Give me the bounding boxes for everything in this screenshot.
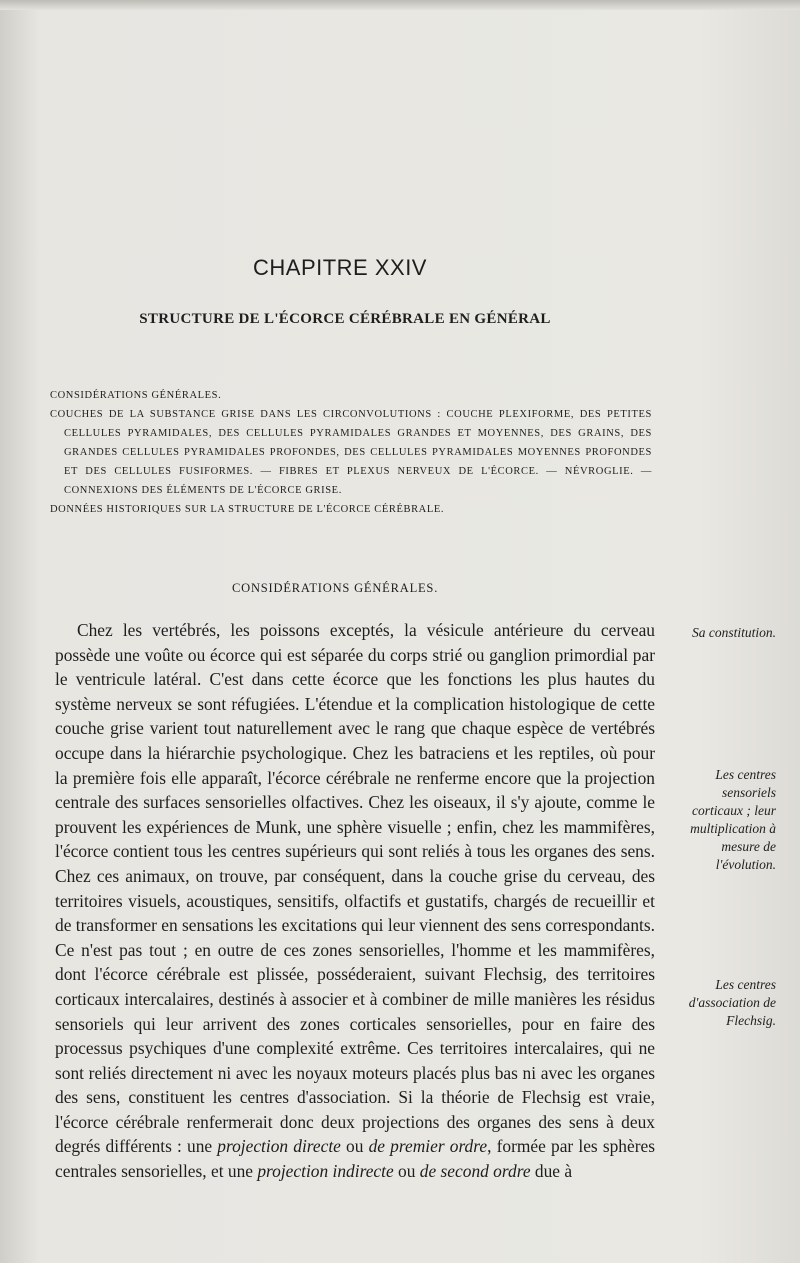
margin-note: Sa constitution. xyxy=(692,625,776,640)
chapter-title: STRUCTURE DE L'ÉCORCE CÉRÉBRALE EN GÉNÉRAL xyxy=(139,311,551,327)
body-text xyxy=(55,618,655,1184)
emphasis-premier-ordre: de premier ordre xyxy=(368,1136,488,1157)
summary-item: DONNÉES HISTORIQUES SUR LA STRUCTURE DE L'ÉCORCE CÉRÉBRALE. xyxy=(50,504,445,515)
chapter-number: CHAPITRE XXIV xyxy=(253,255,427,280)
body-text-run: ou xyxy=(393,1161,420,1182)
body-text-run: due à xyxy=(530,1161,573,1182)
emphasis-projection-indirecte: projection indirecte xyxy=(257,1161,394,1182)
section-heading: CONSIDÉRATIONS GÉNÉRALES. xyxy=(232,581,439,595)
emphasis-second-ordre: de second ordre xyxy=(419,1161,531,1182)
body-text-run: , formée par les sphères centrales sensorielles, et une xyxy=(55,1136,655,1182)
margin-note: Les centres sensoriels corticaux ; leur multiplication à mesure de l'évolution. xyxy=(690,767,776,872)
summary-item: COUCHES DE LA SUBSTANCE GRISE DANS LES CIRCONVOLUTIONS : COUCHE PLEXIFORME, DES PETITES CELLULES PYRAMIDALES, DES CELLULES PYRAMIDALES GRANDES ET MOYENNES, DES GRAINS, DES GRANDES CELLULES PYRAMIDALES PROFONDES, DES CELLULES PYRAMIDALES MOYENNES PROFONDES ET DES CELLULES FUSIFORMES. — FIBRES ET PLEXUS NERVEUX DE L'ÉCORCE. — NÉVROGLIE. — CONNEXIONS DES ÉLÉMENTS DE L'ÉCORCE GRISE. xyxy=(50,409,652,496)
emphasis-projection-directe: projection directe xyxy=(217,1136,341,1157)
scan-top-edge xyxy=(0,0,800,10)
body-paragraph xyxy=(55,618,655,1184)
summary-item: CONSIDÉRATIONS GÉNÉRALES. xyxy=(50,390,222,401)
body-text-run: ou xyxy=(340,1136,369,1157)
chapter-summary xyxy=(50,386,652,519)
body-text-run: Chez les vertébrés, les poissons exceptés, la vésicule antérieure du cerveau possède une voûte ou écorce qui est séparée du corps strié ou ganglion primordial par le ventricule latéral. C'est dans cette écorce que les fonctions les plus hautes du système nerveux se sont réfugiées. L'étendue et la complication histologique de cette couche grise varient tout naturellement avec le rang que chaque espèce de vertébrés occupe dans la hiérarchie psychologique. Chez les batraciens et les reptiles, où pour la première fois elle apparaît, l'écorce cérébrale ne renferme encore que la projection centrale des surfaces sensorielles olfactives. Chez les oiseaux, il s'y ajoute, comme le prouvent les expériences de Munk, une sphère visuelle ; enfin, chez les mammifères, l'écorce contient tous les centres supérieurs qui sont reliés à tous les organes des sens. Chez ces animaux, on trouve, par conséquent, dans la couche grise du cerveau, des territoires visuels, acoustiques, sensitifs, olfactifs et gustatifs, chargés de recueillir et de transformer en sensations les excitations qui leur viennent des sens correspondants. Ce n'est pas tout ; en outre de ces zones sensorielles, l'homme et les mammifères, dont l'écorce cérébrale est plissée, posséderaient, suivant Flechsig, des territoires corticaux intercalaires, destinés à associer et à combiner de mille manières les résidus sensoriels qui leur arrivent des zones corticales sensorielles, pour en faire des processus psychiques d'une complexité extrême. Ces territoires intercalaires, qui ne sont reliés directement ni avec les noyaux moteurs placés plus bas ni avec les organes des sens, constituent les centres d'association. Si la théorie de Flechsig est vraie, l'écorce cérébrale renfermerait donc deux projections des organes des sens à deux degrés différents : une xyxy=(55,620,655,1157)
margin-note: Les centres d'association de Flechsig. xyxy=(688,977,776,1028)
